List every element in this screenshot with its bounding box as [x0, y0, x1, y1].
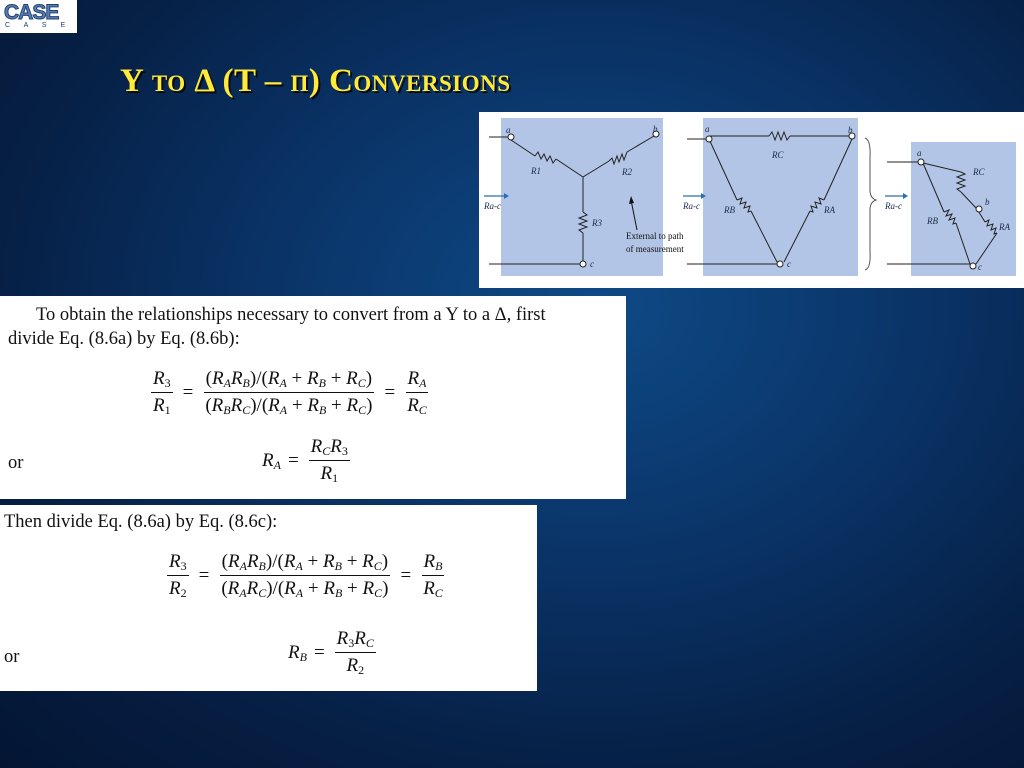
equation-rb-result: $R_B$ = $\frac{R_3R_C}{R_2}$ [288, 628, 374, 677]
delta-label-rac: Ra-c [683, 201, 700, 211]
note-line-1: External to path [626, 231, 684, 241]
redrawn-node-a: a [917, 148, 922, 158]
derivation-panel-2 [0, 505, 537, 691]
equation-ratio-r3-r1: $\frac{R_3}{R_1}$ = $\frac{(R_AR_B)/(R_A + R_B + R_C)}{(R_BR_C)/(R_A + R_B + R_C)}$ = $\frac{R_A}{R_C}$ [153, 368, 427, 417]
logo-mark: CASE [4, 1, 59, 24]
delta-node-a: a [705, 124, 710, 134]
y-node-a: a [506, 125, 511, 135]
delta-node-b: b [848, 125, 853, 135]
y-label-r3: R3 [592, 218, 602, 228]
y-label-r2: R2 [622, 167, 632, 177]
circuit-figure [479, 112, 1024, 288]
y-label-r1: R1 [531, 166, 541, 176]
redrawn-label-ra: RA [999, 222, 1010, 232]
case-logo [0, 0, 77, 33]
panel1-intro-line2: divide Eq. (8.6a) by Eq. (8.6b): [8, 329, 240, 349]
derivation-panel-1 [0, 296, 626, 499]
y-node-b: b [653, 124, 658, 134]
equation-ratio-r3-r2: $\frac{R_3}{R_2}$ = $\frac{(R_AR_B)/(R_A + R_B + R_C)}{(R_AR_C)/(R_A + R_B + R_C)}$ = $\frac{R_B}{R_C}$ [169, 551, 443, 600]
equation-ra-result: $R_A$ = $\frac{R_CR_3}{R_1}$ [262, 436, 348, 485]
note-line-2: of measurement [626, 244, 684, 254]
redrawn-label-rb: RB [927, 216, 938, 226]
redrawn-label-rac: Ra-c [885, 201, 902, 211]
redrawn-node-c: c [978, 262, 982, 272]
panel1-intro-line1: To obtain the relationships necessary to convert from a Y to a Δ, first [36, 305, 546, 325]
brace-symbol [865, 138, 876, 270]
y-node-c: c [590, 259, 594, 269]
redrawn-node-b: b [985, 197, 990, 207]
panel2-or-label: or [4, 647, 20, 667]
panel2-intro: Then divide Eq. (8.6a) by Eq. (8.6c): [4, 512, 278, 532]
circuit-diagrams [479, 112, 1024, 288]
delta-label-rb: RB [724, 205, 735, 215]
slide-title: Y to Δ (T – π) Conversions [120, 63, 511, 99]
delta-node-c: c [787, 259, 791, 269]
redrawn-label-rc: RC [973, 167, 985, 177]
delta-label-ra: RA [824, 205, 835, 215]
panel1-or-label: or [8, 453, 24, 473]
y-label-rac: Ra-c [484, 201, 501, 211]
redrawn-network-background [911, 142, 1016, 276]
delta-label-rc: RC [772, 150, 784, 160]
delta-network-background [703, 118, 858, 276]
logo-subtext: C A S E [5, 22, 72, 29]
